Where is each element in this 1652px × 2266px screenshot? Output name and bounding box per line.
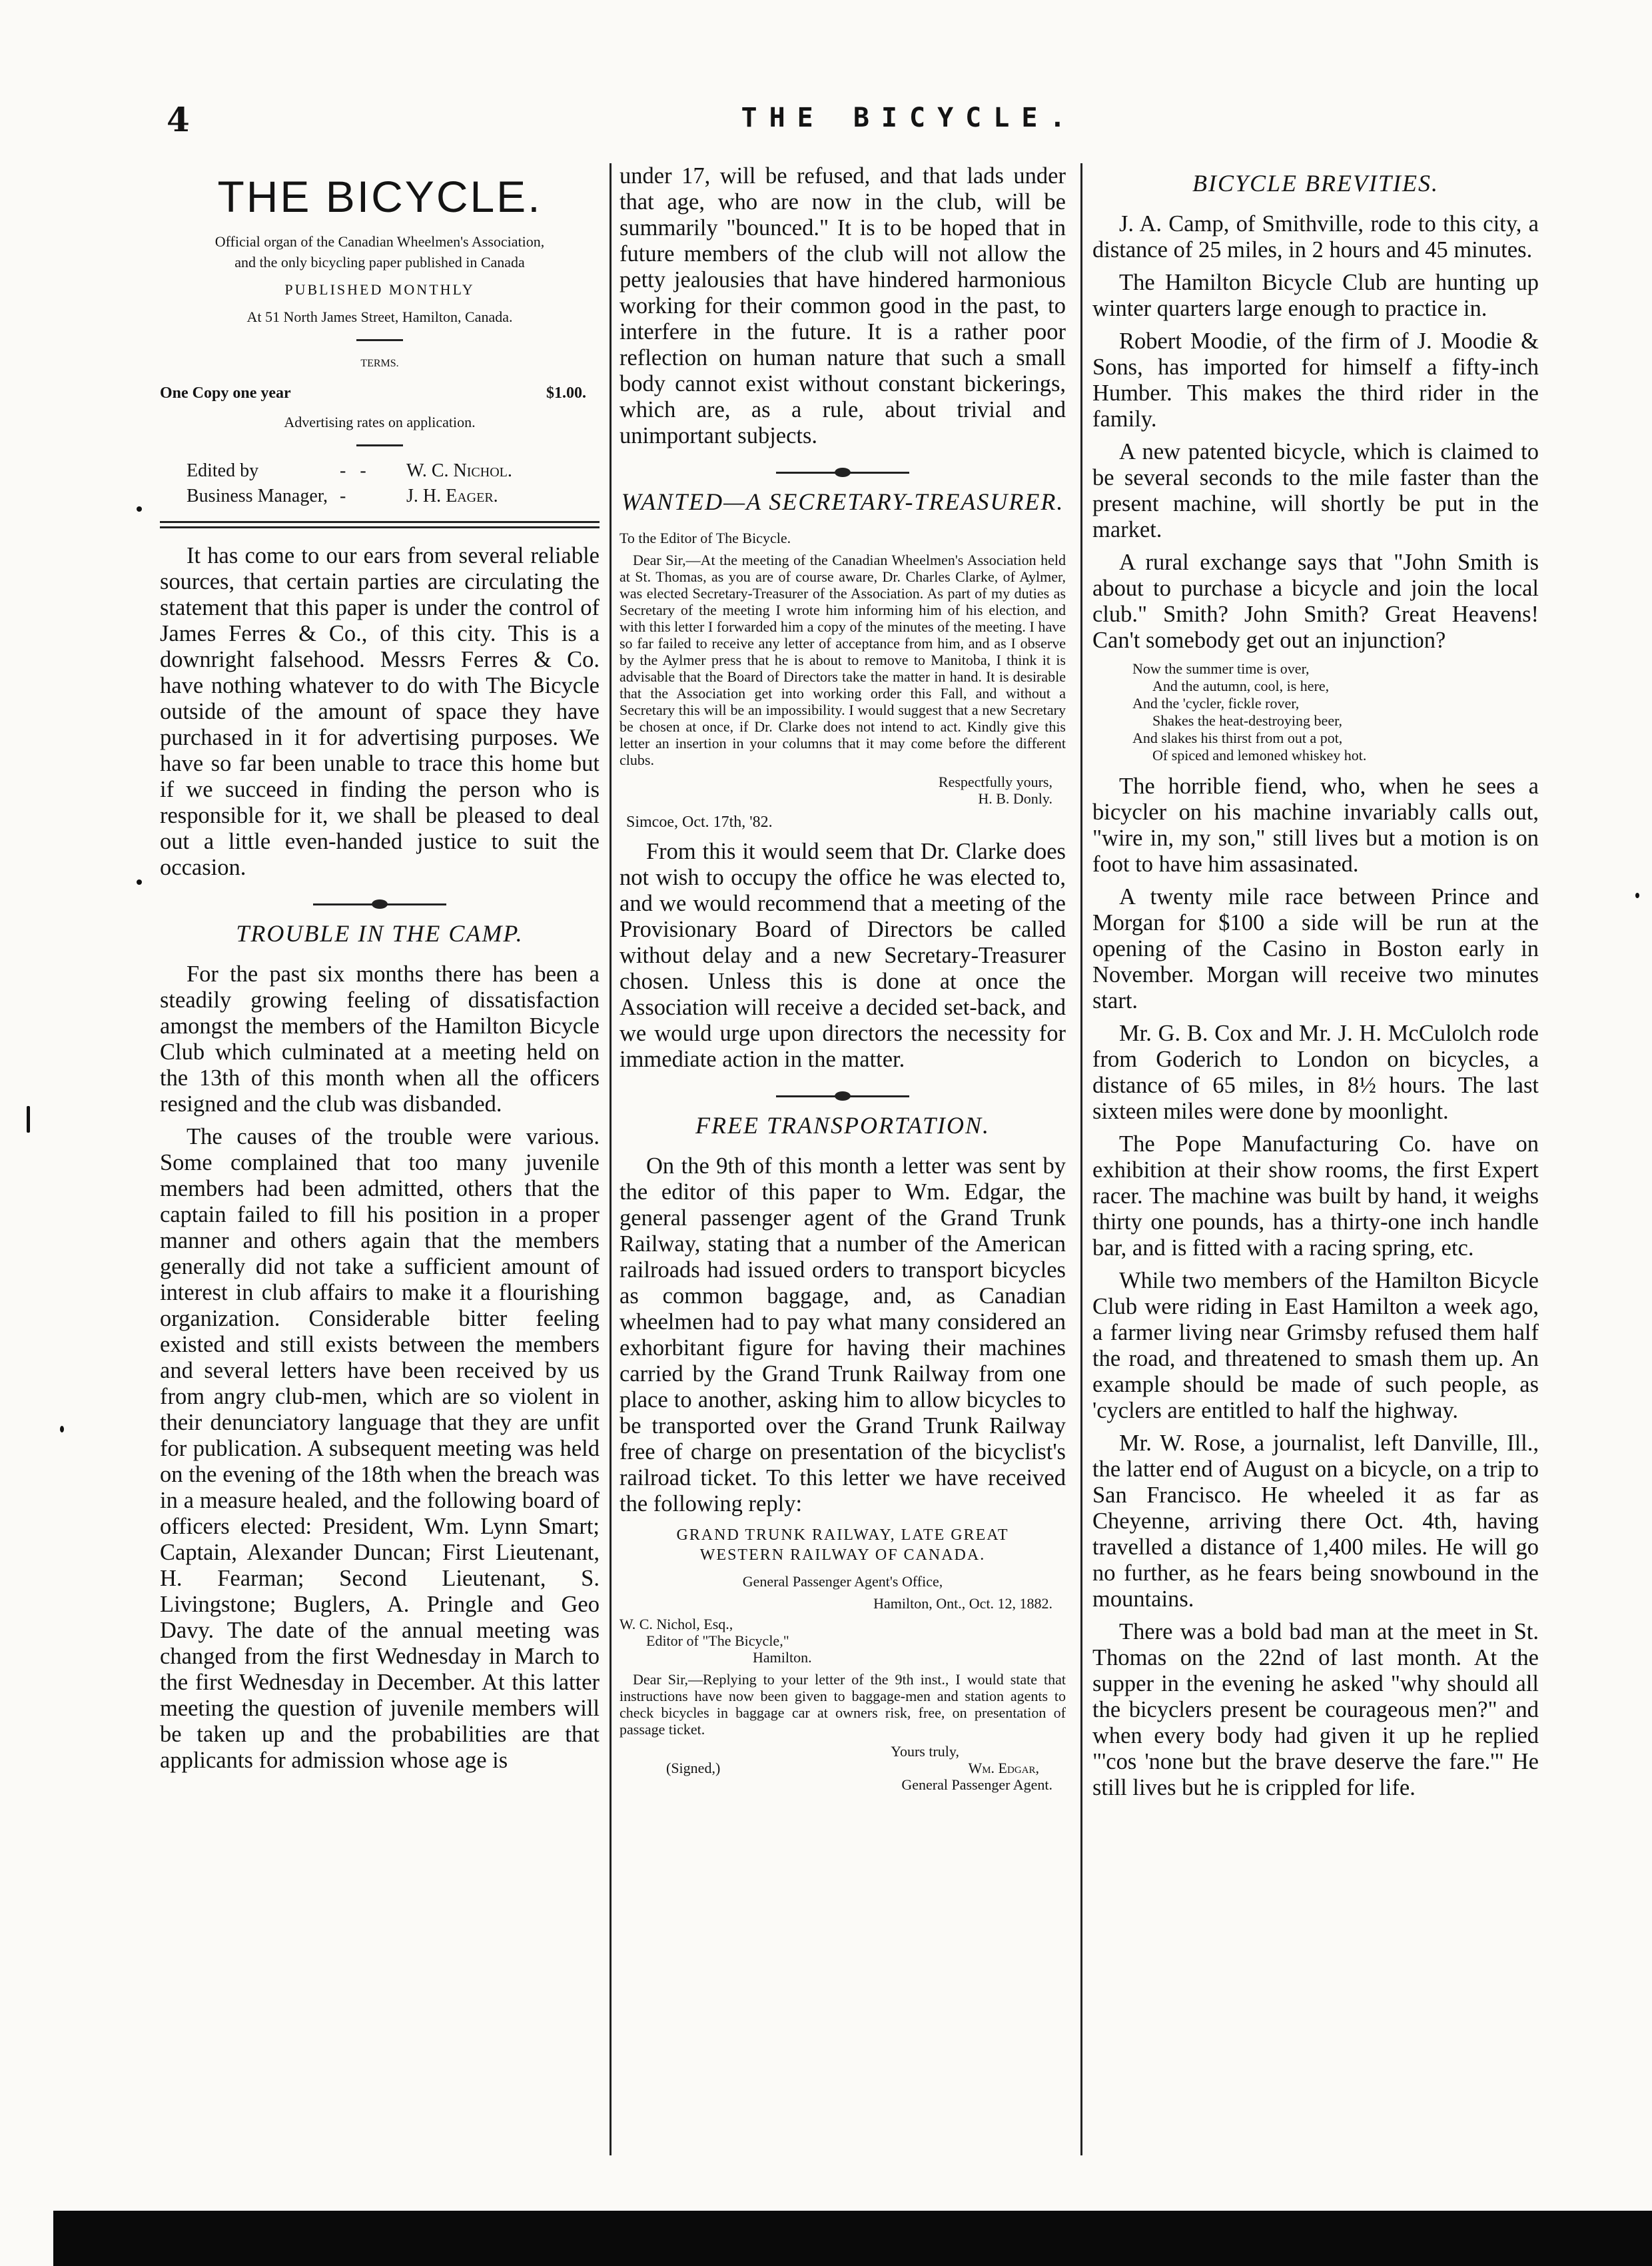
brevity-item: The Hamilton Bicycle Club are hunting up winter quarters large enough to practice in. <box>1092 270 1539 321</box>
column-three <box>1092 163 1539 1808</box>
column-two <box>620 163 1066 1793</box>
trouble-paragraph-2: The causes of the trouble were various. Some complained that too many juvenile members had been admitted, others that the captain failed to fill his position in a proper manner and others again that the members generally did not take a sufficient amount of interest in club affairs to make it a flourishing organization. Considerable bitter feeling existed and still exists between the members and several letters have been received by us from angry club-men, which are so violent in their denunciatory language that they are unfit for publication. A subsequent meeting was held on the evening of the 18th when the breach was in a measure healed, and the following board of officers elected: President, Wm. Lynn Smart; Captain, Alexander Duncan; First Lieutenant, H. Fearman; Second Lieutenant, S. Livingstone; Buglers, A. Pringle and Geo Davy. The date of the annual meeting was changed from the first Wednesday in March to the first Wednesday in December. At this latter meeting the question of juvenile members will be taken up and the probabilities are that applicants for admission whose age is <box>160 1124 600 1773</box>
brevity-item: A twenty mile race between Prince and Morgan for $100 a side will be run at the opening of the Casino in Boston early in November. Morgan will receive two minutes start. <box>1092 884 1539 1013</box>
section-ornament <box>776 472 909 474</box>
page-header <box>167 100 1652 150</box>
reply-heading <box>620 1525 1066 1565</box>
brevity-item: The horrible fiend, who, when he sees a bicycler on his machine invariably calls out, "wire in, my son," still lives but a motion is on foot to have him assasinated. <box>1092 774 1539 877</box>
letter-body: Dear Sir,—At the meeting of the Canadian Wheelmen's Association held at St. Thomas, as you are of course aware, Dr. Charles Clarke, of Aylmer, was elected Secretary-Treasurer of the Association. As part of my duties as Secretary of the meeting I wrote him informing him of his election, and with this letter I forwarded him a copy of the minutes of the meeting. I have so far failed to receive any letter of acceptance from him, and as I observe by the Aylmer press that he is about to remove to Manitoba, I think it is advisable that the Board of Directors take the matter in hand. It is desirable that the Association get into working order this Fall, and without a Secretary this will be an impossibility. I would suggest that a new Secretary be chosen at once, if Dr. Clarke does not intend to act. Kindly give this letter an insertion in your columns that it may come before the different clubs. <box>620 552 1066 768</box>
masthead-frequency: PUBLISHED MONTHLY <box>284 281 475 298</box>
column-one <box>160 163 600 1780</box>
wanted-heading: WANTED—A SECRETARY-TREASURER. <box>621 488 1064 515</box>
scan-speck <box>137 879 142 885</box>
section-ornament <box>776 1095 909 1097</box>
verse-line: And the autumn, cool, is here, <box>1152 678 1330 694</box>
reply-to-3: Hamilton. <box>753 1649 812 1666</box>
editor-role: Edited by <box>187 460 259 481</box>
brevity-item: J. A. Camp, of Smithville, rode to this city, a distance of 25 miles, in 2 hours and 45 minutes. <box>1092 211 1539 263</box>
free-heading: FREE TRANSPORTATION. <box>695 1112 990 1139</box>
brevity-item: While two members of the Hamilton Bicycle Club were riding in East Hamilton a week ago, a farmer living near Grimsby refused them half the road, and threatened to smash them up. An example should be made of such people, as 'cyclers are entitled to half the highway. <box>1092 1268 1539 1423</box>
verse-line: Now the summer time is over, <box>1132 660 1310 677</box>
section-ornament <box>313 903 446 905</box>
verse-line: Of spiced and lemoned whiskey hot. <box>1152 747 1367 764</box>
running-title: THE BICYCLE. <box>741 103 1078 133</box>
letter-signature: H. B. Donly. <box>978 790 1052 807</box>
reply-title: General Passenger Agent. <box>901 1776 1052 1793</box>
brevity-item: Mr. G. B. Cox and Mr. J. H. McCulolch rode from Goderich to London on bicycles, a distance of 65 miles, in 8½ hours. The last sixteen miles were done by moonlight. <box>1092 1021 1539 1124</box>
brevities-heading: BICYCLE BREVITIES. <box>1192 170 1439 197</box>
terms-price: $1.00. <box>546 384 586 402</box>
reply-signature-row <box>620 1760 1066 1776</box>
reply-office: General Passenger Agent's Office, <box>742 1573 943 1590</box>
scan-speck <box>137 506 142 512</box>
scan-speck <box>60 1426 64 1432</box>
masthead-subtitle-1: Official organ of the Canadian Wheelmen's Association, <box>214 233 545 250</box>
verse-line: Shakes the heat-destroying beer, <box>1152 712 1343 729</box>
masthead-rule-2 <box>356 444 403 446</box>
brevity-item: A new patented bicycle, which is claimed to be several seconds to the mile faster than the present machine, will shortly be put in the market. <box>1092 439 1539 542</box>
intro-paragraph: It has come to our ears from several reliable sources, that certain parties are circulating the statement that this paper is under the control of James Ferres & Co., of this city. This is a downright falsehood. Messrs Ferres & Co. have nothing whatever to do with The Bicycle outside of the amount of space they have purchased in it for advertising purposes. We have so far been unable to trace this home but if we succeed in finding the person who is responsible for it, we shall be pleased to deal out a little even-handed justice to suit the occasion. <box>160 543 600 880</box>
reply-to-1: W. C. Nichol, Esq., <box>620 1616 733 1632</box>
manager-name: J. H. Eager. <box>406 486 498 506</box>
advertising-note: Advertising rates on application. <box>284 414 476 430</box>
masthead-double-rule <box>160 521 600 528</box>
masthead-subtitle-2: and the only bicycling paper published in Canada <box>234 254 525 271</box>
page-number: 4 <box>167 100 190 139</box>
brevity-item: The Pope Manufacturing Co. have on exhibition at their show rooms, the first Expert racer. The machine was built by hand, it weighs thirty one pounds, has a thirty-one inch handle bar, and is fitted with a racing spring, etc. <box>1092 1131 1539 1261</box>
trouble-continuation: under 17, will be refused, and that lads under that age, who are now in the club, will be summarily "bounced." It is to be hoped that in future members of the club will not allow the petty jealousies that have hindered harmonious working for their common good in the past, to interfere in the future. It is a rather poor reflection on human nature that such a small body cannot exist without constant bickerings, which are, as a rule, about trivial and unimportant subjects. <box>620 163 1066 448</box>
manager-row: Business Manager, - J. H. Eager. <box>187 484 600 509</box>
reply-body: Dear Sir,—Replying to your letter of the 9th inst., I would state that instructions have now been given to baggage-men and station agents to check bicycles in baggage car at owners risk, free, on presentation of passage ticket. <box>620 1671 1066 1738</box>
reply-heading-line-1: GRAND TRUNK RAILWAY, LATE GREAT <box>676 1526 1009 1544</box>
free-body: On the 9th of this month a letter was sent by the editor of this paper to Wm. Edgar, the general passenger agent of the Grand Trunk Railway, stating that a number of the American railroads had issued orders to transport bicycles as common baggage, and, as Canadian wheelmen had to pay what many considered an exhorbitant figure for having their machines carried by the Grand Trunk Railway from one place to another, asking him to allow bicycles to be transported over the Grand Trunk Railway free of charge on presentation of the bicyclist's railroad ticket. To this letter we have received the following reply: <box>620 1153 1066 1516</box>
reply-signature: Wm. Edgar, <box>968 1760 1039 1776</box>
brevity-item: Mr. W. Rose, a journalist, left Danville, Ill., the latter end of August on a bicycle, on a trip to San Francisco. He wheeled it as far as Cheyenne, arriving there Oct. 4th, having travelled a distance of 1,400 miles. He will go no further, as he fears being snowbound in the mountains. <box>1092 1430 1539 1612</box>
brevity-item: Robert Moodie, of the firm of J. Moodie & Sons, has imported for himself a fifty-inch Humber. This makes the third rider in the family. <box>1092 328 1539 432</box>
terms-item: One Copy one year <box>160 384 291 402</box>
verse-line: And the 'cycler, fickle rover, <box>1132 695 1300 712</box>
brevity-item: There was a bold bad man at the meet in St. Thomas on the 22nd of last month. At the supper in the evening he asked "why should all the bicyclers present be courageous men?" and when every body had given it up he replied "'cos 'none but the brave deserve the fare.'" He still lives but he is crippled for life. <box>1092 1619 1539 1800</box>
letter-place: Simcoe, Oct. 17th, '82. <box>626 814 773 831</box>
reply-closing: Yours truly, <box>891 1743 959 1760</box>
trouble-heading: TROUBLE IN THE CAMP. <box>236 920 524 947</box>
scan-speck <box>1635 893 1639 898</box>
trouble-paragraph-1: For the past six months there has been a steadily growing feeling of dissatisfaction amongst the members of the Hamilton Bicycle Club which culminated at a meeting held on the 13th of this month when all the officers resigned and the club was disbanded. <box>160 961 600 1117</box>
masthead-rule <box>356 339 403 341</box>
wanted-comment: From this it would seem that Dr. Clarke does not wish to occupy the office he was elected to, and we would recommend that a meeting of the Provisionary Board of Directors be called without delay and a new Secretary-Treasurer chosen. Unless this is done at once the Association will receive a decided set-back, and we would urge upon directors the necessity for immediate action in the matter. <box>620 839 1066 1072</box>
scan-speck <box>27 1106 30 1133</box>
column-divider-2 <box>1080 163 1082 2155</box>
scan-edge-band <box>53 2211 1652 2266</box>
masthead-address: At 51 North James Street, Hamilton, Canada. <box>246 308 513 325</box>
manager-role: Business Manager, <box>187 486 328 506</box>
brevity-verse <box>1132 660 1539 764</box>
masthead-title: THE BICYCLE. <box>217 172 542 221</box>
editor-row: Edited by - - W. C. Nichol. <box>187 458 600 484</box>
letter-salutation: To the Editor of The Bicycle. <box>620 530 791 546</box>
brevity-item: A rural exchange says that "John Smith is about to purchase a bicycle and join the local club." Smith? John Smith? Great Heavens! Can't somebody get out an injunction? <box>1092 550 1539 653</box>
terms-label: TERMS. <box>360 358 399 369</box>
verse-line: And slakes his thirst from out a pot, <box>1132 730 1343 746</box>
reply-heading-line-2: WESTERN RAILWAY OF CANADA. <box>699 1546 986 1564</box>
reply-to-2: Editor of "The Bicycle," <box>646 1632 789 1649</box>
editor-name: W. C. Nichol. <box>406 460 512 481</box>
reply-date: Hamilton, Ont., Oct. 12, 1882. <box>873 1595 1052 1612</box>
reply-signed: (Signed,) <box>666 1760 721 1776</box>
terms-line <box>160 380 586 406</box>
column-divider-1 <box>610 163 612 2155</box>
letter-closing: Respectfully yours, <box>938 774 1052 790</box>
